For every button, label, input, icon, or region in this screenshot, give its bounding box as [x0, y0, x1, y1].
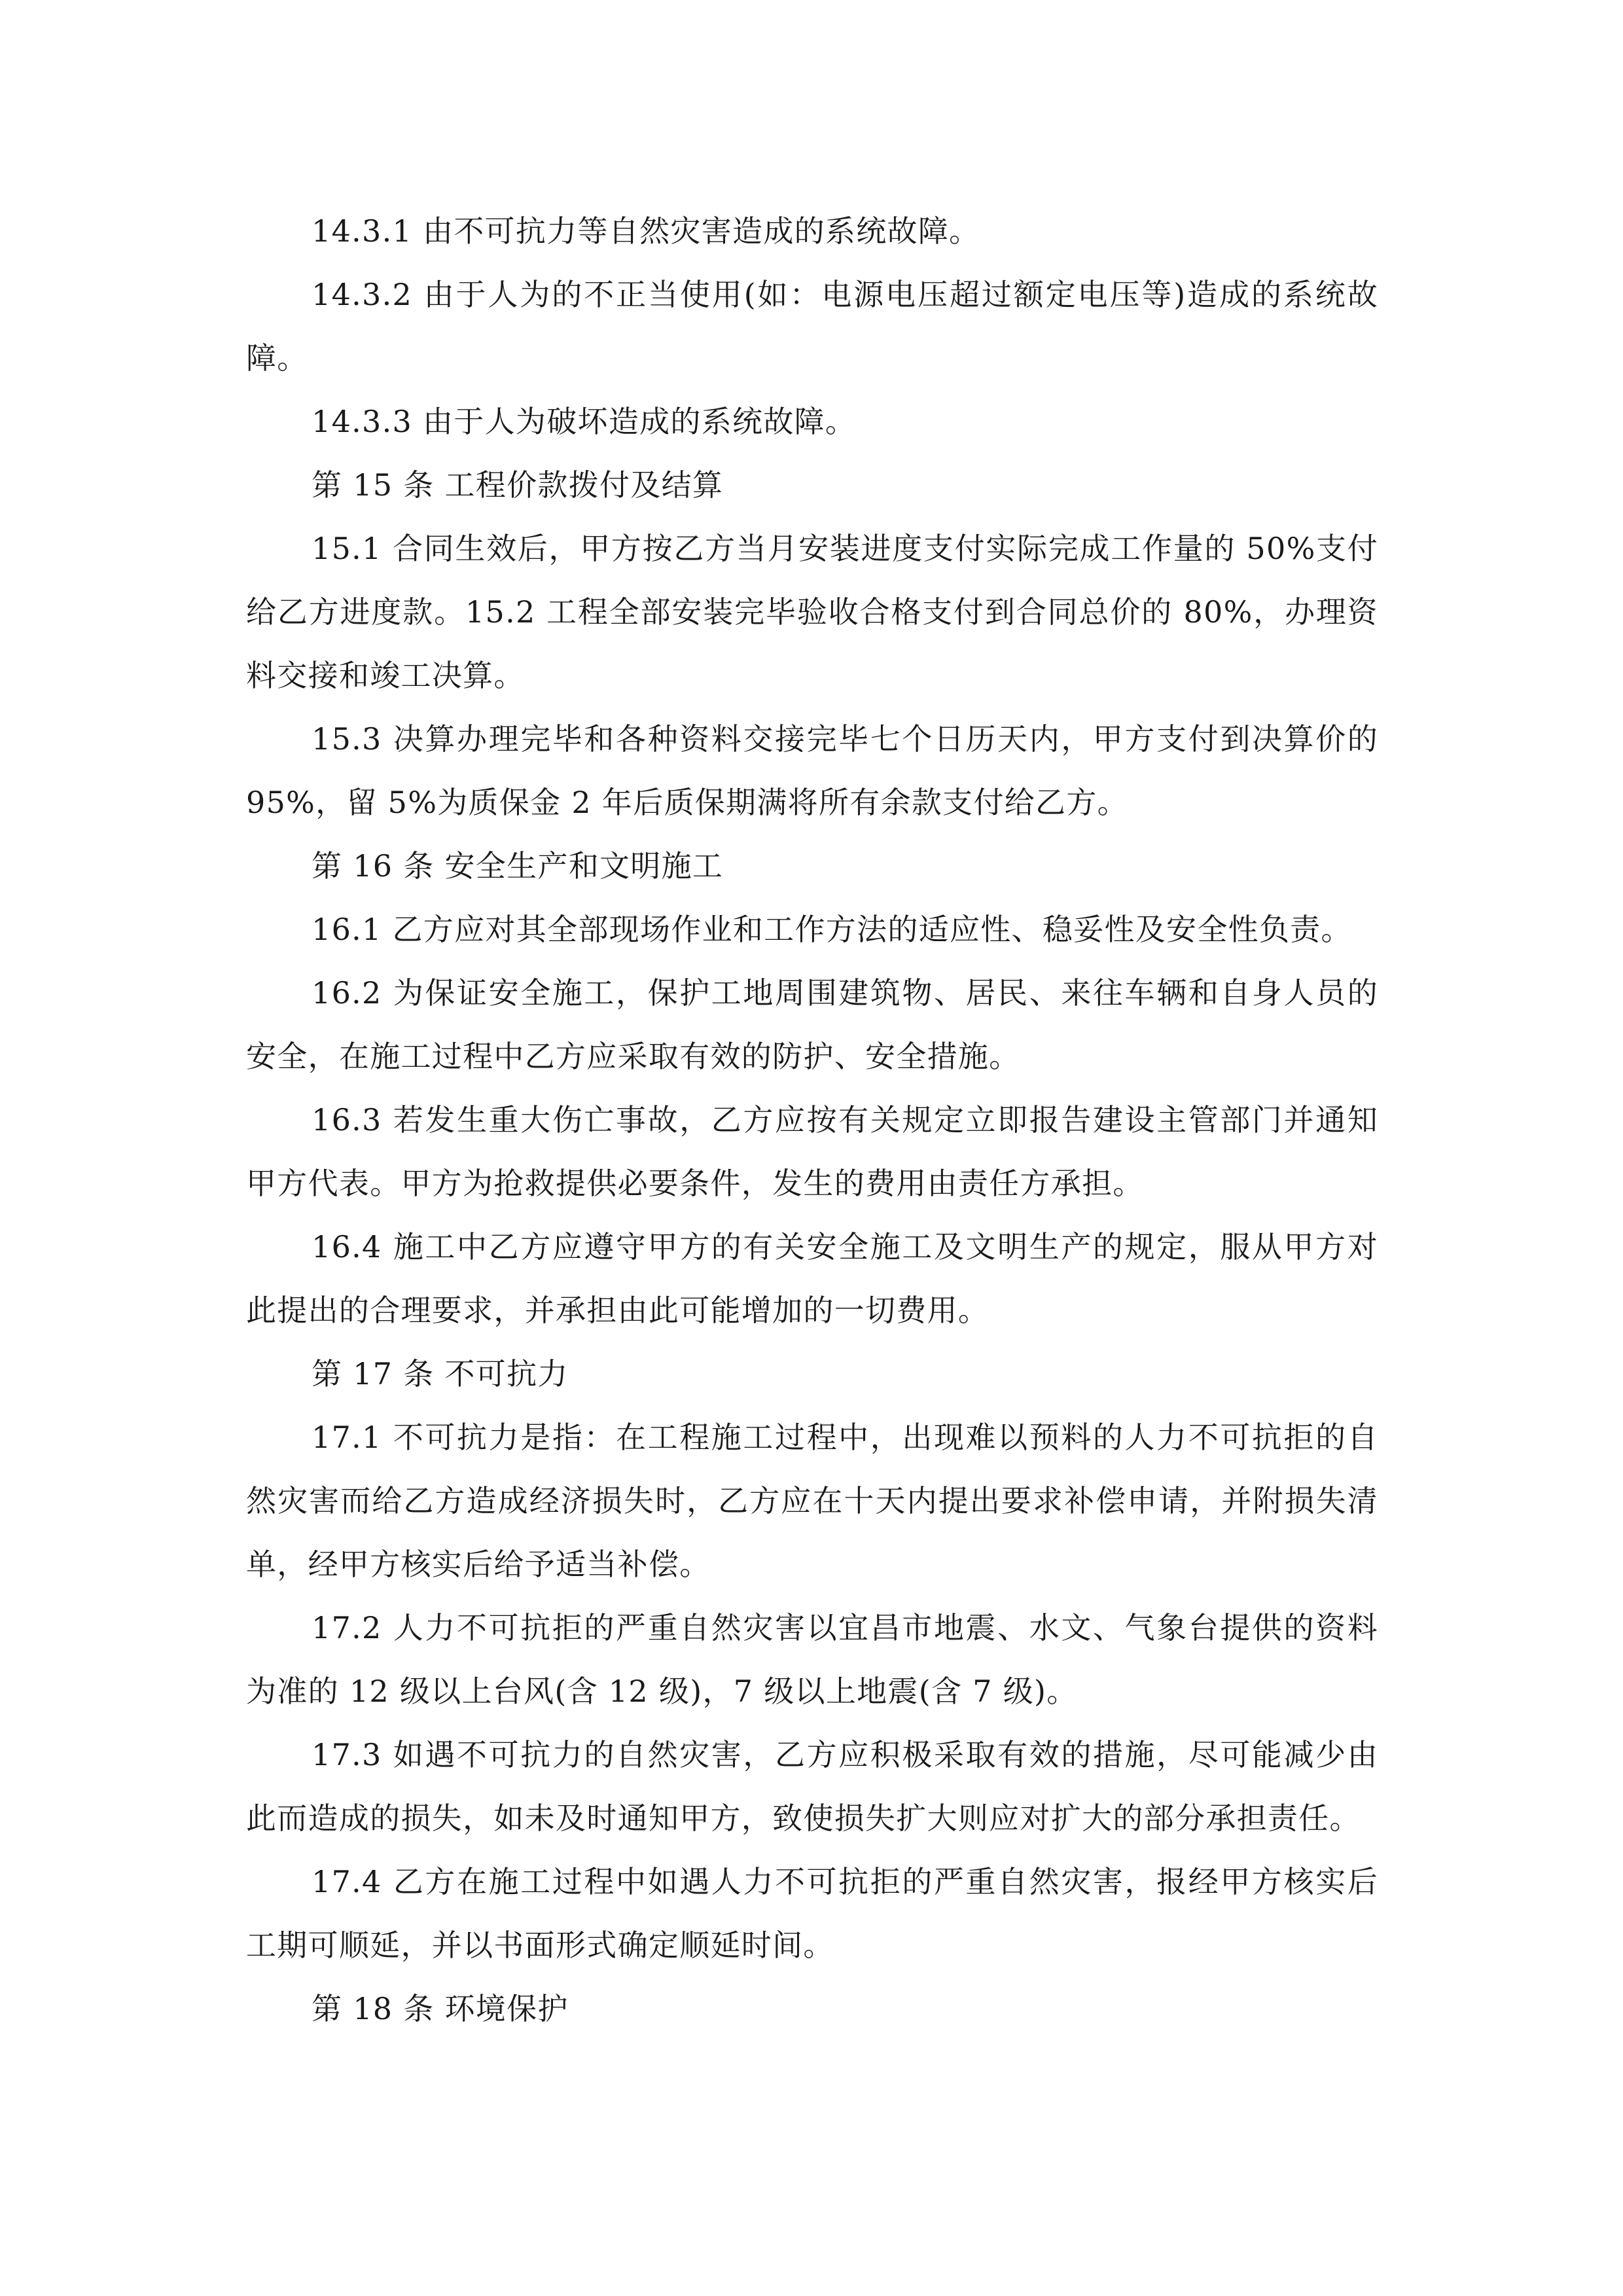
clause-14-3-2: 14.3.2 由于人为的不正当使用(如：电源电压超过额定电压等)造成的系统故障。 [246, 277, 1378, 376]
clause-17-2: 17.2 人力不可抗拒的严重自然灾害以宜昌市地震、水文、气象台提供的资料为准的 12 级以上台风(含 12 级)，7 级以上地震(含 7 级)。 [246, 1610, 1378, 1709]
clause-14-3-1: 14.3.1 由不可抗力等自然灾害造成的系统故障。 [312, 213, 980, 249]
clause-15-3: 15.3 决算办理完毕和各种资料交接完毕七个日历天内，甲方支付到决算价的 95%，留 5%为质保金 2 年后质保期满将所有余款支付给乙方。 [246, 721, 1378, 820]
clause-16-1: 16.1 乙方应对其全部现场作业和工作方法的适应性、稳妥性及安全性负责。 [312, 912, 1352, 947]
article-17-heading: 第 17 条 不可抗力 [312, 1356, 569, 1391]
clause-15-1: 15.1 合同生效后，甲方按乙方当月安装进度支付实际完成工作量的 50%支付给乙方进度款。15.2 工程全部安装完毕验收合格支付到合同总价的 80%，办理资料交接和竣工决算。 [246, 531, 1378, 693]
article-16-heading: 第 16 条 安全生产和文明施工 [312, 848, 724, 884]
clause-16-3: 16.3 若发生重大伤亡事故，乙方应按有关规定立即报告建设主管部门并通知甲方代表。甲方为抢救提供必要条件，发生的费用由责任方承担。 [246, 1102, 1378, 1201]
article-15-heading: 第 15 条 工程价款拨付及结算 [312, 467, 724, 503]
clause-14-3-3: 14.3.3 由于人为破坏造成的系统故障。 [312, 404, 857, 439]
clause-17-3: 17.3 如遇不可抗力的自然灾害，乙方应积极采取有效的措施，尽可能减少由此而造成的损失，如未及时通知甲方，致使损失扩大则应对扩大的部分承担责任。 [246, 1737, 1378, 1836]
clause-17-4: 17.4 乙方在施工过程中如遇人力不可抗拒的严重自然灾害，报经甲方核实后工期可顺延，并以书面形式确定顺延时间。 [246, 1864, 1378, 1963]
document-body [246, 200, 1378, 2041]
clause-17-1: 17.1 不可抗力是指：在工程施工过程中，出现难以预料的人力不可抗拒的自然灾害而给乙方造成经济损失时，乙方应在十天内提出要求补偿申请，并附损失清单，经甲方核实后给予适当补偿。 [246, 1420, 1378, 1582]
clause-16-4: 16.4 施工中乙方应遵守甲方的有关安全施工及文明生产的规定，服从甲方对此提出的合理要求，并承担由此可能增加的一切费用。 [246, 1229, 1378, 1328]
article-18-heading: 第 18 条 环境保护 [312, 1991, 569, 2026]
clause-16-2: 16.2 为保证安全施工，保护工地周围建筑物、居民、来往车辆和自身人员的安全，在施工过程中乙方应采取有效的防护、安全措施。 [246, 975, 1378, 1074]
